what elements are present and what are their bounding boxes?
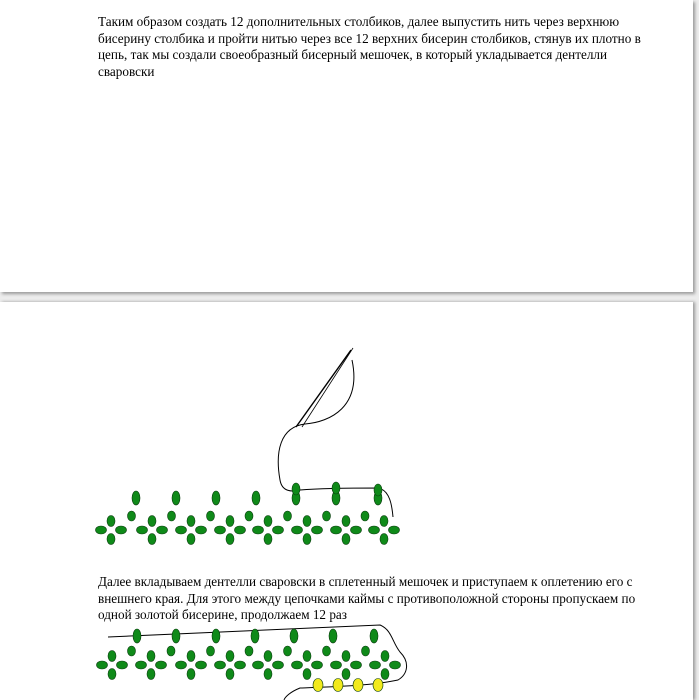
bead-green — [167, 646, 175, 656]
bead-green — [196, 526, 207, 534]
bead-green — [303, 669, 311, 680]
bead-green — [381, 669, 389, 680]
bead-green — [176, 661, 187, 669]
document-page-2 — [0, 302, 693, 700]
bead-green — [117, 661, 128, 669]
bead-green — [362, 646, 370, 656]
bead-green — [369, 526, 380, 534]
bead-green — [342, 669, 350, 680]
needle — [296, 350, 351, 427]
bead-green — [235, 526, 246, 534]
bead-green — [187, 534, 195, 545]
bead-green — [132, 491, 140, 505]
bead-green — [264, 534, 272, 545]
bead-green — [157, 526, 168, 534]
bead-green — [172, 491, 180, 505]
bead-green — [187, 669, 195, 680]
bead-green — [187, 651, 195, 662]
bead-green — [273, 661, 284, 669]
bead-green — [251, 629, 259, 643]
bead-green — [226, 534, 234, 545]
document-page-1 — [0, 0, 693, 292]
bead-green — [136, 661, 147, 669]
bead-green — [284, 511, 292, 521]
bead-green — [215, 526, 226, 534]
bead-green — [303, 534, 311, 545]
bead-green — [312, 661, 323, 669]
bead-green — [172, 629, 180, 643]
bead-green — [342, 651, 350, 662]
bead-green — [128, 511, 136, 521]
bead-green — [108, 651, 116, 662]
bead-green — [370, 629, 378, 643]
bead-green — [342, 534, 350, 545]
bead-green — [303, 516, 311, 527]
bead-green — [264, 516, 272, 527]
bead-green — [381, 651, 389, 662]
bead-green — [323, 511, 331, 521]
bead-green — [97, 661, 108, 669]
bead-green — [107, 534, 115, 545]
bead-green — [148, 534, 156, 545]
bead-green — [292, 483, 300, 495]
bead-green — [389, 526, 400, 534]
bead-green — [187, 516, 195, 527]
bead-gold — [373, 679, 383, 692]
bead-green — [342, 516, 350, 527]
bead-green — [361, 511, 369, 521]
bead-green — [147, 651, 155, 662]
bead-green — [292, 526, 303, 534]
bead-green — [380, 534, 388, 545]
bead-green — [226, 669, 234, 680]
bead-green — [226, 651, 234, 662]
bead-green — [331, 661, 342, 669]
bead-green — [331, 526, 342, 534]
bead-green — [128, 646, 136, 656]
bead-gold — [333, 679, 343, 692]
bead-green — [292, 661, 303, 669]
bead-green — [380, 516, 388, 527]
bead-green — [253, 661, 264, 669]
thread — [108, 625, 407, 700]
bead-green — [245, 646, 253, 656]
bead-green — [133, 629, 141, 643]
bead-green — [370, 661, 381, 669]
bead-green — [323, 646, 331, 656]
needle-eye — [302, 348, 353, 427]
bead-green — [107, 516, 115, 527]
bead-green — [245, 511, 253, 521]
page-2-paragraph: Далее вкладываем дентелли сваровски в сплетенный мешочек и приступаем к оплетению его с внешнего края. Для этого между цепочками каймы с противоположной стороны пропускаем по одной золотой бисерине, продолжаем 12 раз — [98, 574, 636, 623]
bead-green — [332, 482, 340, 494]
bead-green — [303, 651, 311, 662]
bead-green — [264, 669, 272, 680]
bead-green — [176, 526, 187, 534]
bead-green — [96, 526, 107, 534]
bead-green — [156, 661, 167, 669]
bead-green — [264, 651, 272, 662]
bead-green — [273, 526, 284, 534]
bead-green — [252, 491, 260, 505]
bead-green — [147, 669, 155, 680]
bead-green — [212, 491, 220, 505]
beading-diagram-needle — [0, 302, 693, 572]
bead-green — [351, 526, 362, 534]
bead-green — [226, 516, 234, 527]
bead-green — [207, 646, 215, 656]
bead-green — [390, 661, 401, 669]
bead-gold — [313, 679, 323, 692]
bead-green — [116, 526, 127, 534]
bead-green — [137, 526, 148, 534]
bead-green — [329, 629, 337, 643]
bead-green — [374, 484, 382, 496]
bead-green — [168, 511, 176, 521]
bead-green — [108, 669, 116, 680]
bead-gold — [353, 679, 363, 692]
bead-green — [148, 516, 156, 527]
bead-green — [235, 661, 246, 669]
page-1-paragraph: Таким образом создать 12 дополнительных столбиков, далее выпустить нить через верхнюю бисерину столбика и пройти нитью через все 12 верхних бисерин столбиков, стянув их плотно в цепь, так мы создали своеобразный бисерный мешочек, в который укладывается дентелли сваровски — [98, 14, 641, 79]
bead-green — [253, 526, 264, 534]
bead-green — [312, 526, 323, 534]
bead-green — [196, 661, 207, 669]
bead-green — [351, 661, 362, 669]
bead-green — [207, 511, 215, 521]
bead-green — [215, 661, 226, 669]
bead-green — [212, 629, 220, 643]
bead-green — [290, 629, 298, 643]
bead-green — [284, 646, 292, 656]
